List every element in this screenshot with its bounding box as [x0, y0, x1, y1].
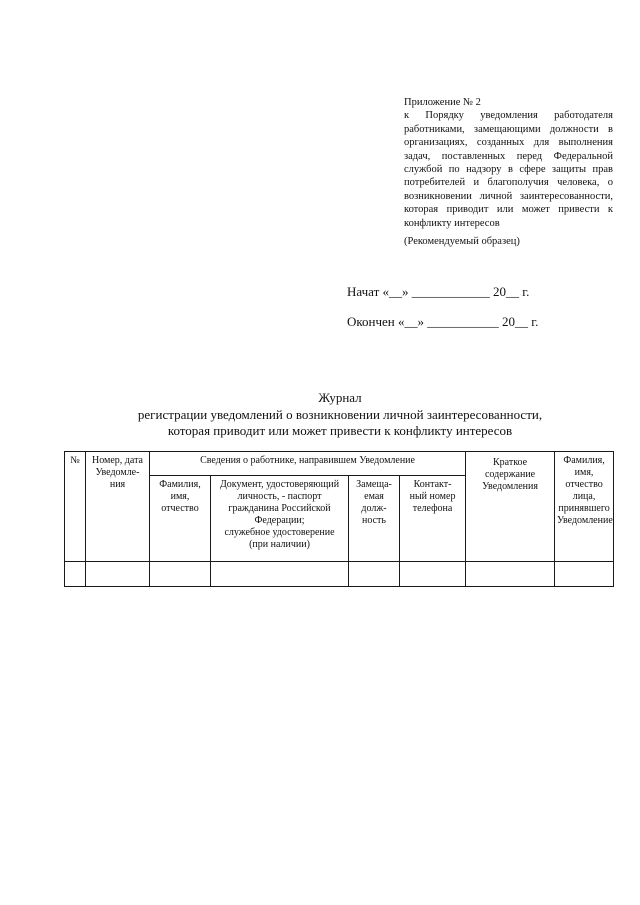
appendix-title: Приложение № 2 — [404, 97, 481, 108]
appendix-text-line: организациях, созданных для выполнения — [404, 137, 613, 149]
header-number: № — [65, 452, 86, 562]
registration-table — [64, 451, 614, 587]
subheader-position: Замеща- емая долж- ность — [349, 476, 400, 562]
table-cell — [211, 562, 349, 587]
header-summary: Краткое содержание Уведомления — [466, 452, 555, 562]
ended-date-line: Окончен «__» ___________ 20__ г. — [347, 314, 539, 329]
sample-note: (Рекомендуемый образец) — [404, 236, 520, 247]
subheader-identity-document: Документ, удостоверяющий личность, - паспорт гражданина Российской Федерации; служебное удостоверение (при наличии) — [211, 476, 349, 562]
header-receiver: Фамилия, имя, отчество лица, принявшего Уведомление — [555, 452, 614, 562]
journal-subtitle-line: регистрации уведомлений о возникновении личной заинтересованности, — [137, 406, 543, 422]
appendix-header — [404, 96, 613, 230]
table-cell — [86, 562, 150, 587]
table-row — [65, 562, 614, 587]
appendix-text-line: конфликту интересов — [404, 217, 500, 229]
appendix-text-line: потребителей и благополучия человека, о — [404, 177, 613, 189]
header-notice-number-date: Номер, дата Уведомле- ния — [86, 452, 150, 562]
header-employee-info: Сведения о работнике, направившем Уведомление — [150, 452, 466, 476]
subheader-phone: Контакт- ный номер телефона — [400, 476, 466, 562]
table-cell — [150, 562, 211, 587]
appendix-text-line: к Порядку уведомления работодателя — [404, 110, 613, 122]
journal-title: Журнал — [318, 390, 362, 405]
appendix-text-line: задач, поставленных перед Федеральной — [404, 150, 613, 162]
appendix-text-line: которая приводит или может привести к — [404, 204, 613, 216]
table-cell — [400, 562, 466, 587]
table-header-row — [65, 452, 614, 476]
started-date-line: Начат «__» ____________ 20__ г. — [347, 284, 530, 299]
appendix-text-line: службой по надзору в сфере защиты прав — [404, 164, 613, 176]
table-cell — [466, 562, 555, 587]
journal-subtitle-line: которая приводит или может привести к конфликту интересов — [167, 423, 513, 439]
table-cell — [65, 562, 86, 587]
appendix-text-line: возникновении личной заинтересованности, — [404, 190, 613, 202]
journal-heading — [100, 390, 580, 440]
appendix-text-line: работниками, замещающими должности в — [404, 123, 613, 135]
table-cell — [555, 562, 614, 587]
subheader-full-name: Фамилия, имя, отчество — [150, 476, 211, 562]
table-cell — [349, 562, 400, 587]
